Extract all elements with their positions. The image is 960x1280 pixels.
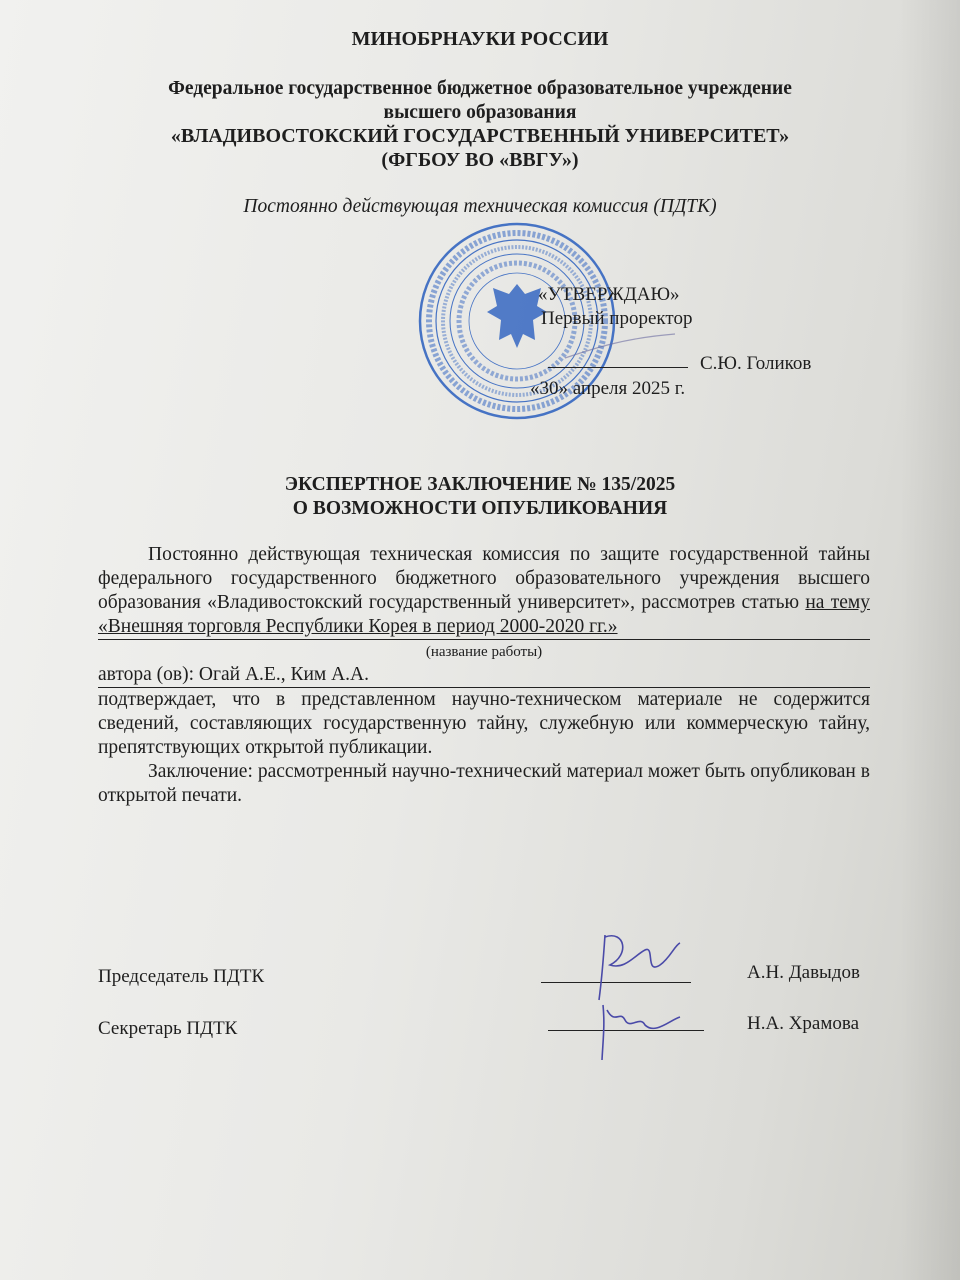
work-title: на тему «Внешняя торговля Республики Корея в период 2000-2020 гг.» — [98, 592, 871, 637]
institution-line1: Федеральное государственное бюджетное образовательное учреждение — [168, 78, 792, 99]
document-subtitle: О ВОЗМОЖНОСТИ ОПУБЛИКОВАНИЯ — [292, 498, 668, 519]
secretary-role: Секретарь ПДТК — [98, 1018, 238, 1039]
approval-date: «30» апреля 2025 г. — [530, 378, 686, 399]
approver-position: Первый проректор — [541, 308, 693, 329]
approver-signature-line — [548, 367, 688, 368]
document-body — [98, 543, 870, 808]
approve-label: «УТВЕРЖДАЮ» — [538, 284, 680, 305]
approver-signature — [555, 330, 685, 360]
paragraph-intro — [98, 543, 870, 640]
handwritten-signatures — [585, 925, 695, 1065]
chairman-name: А.Н. Давыдов — [747, 962, 860, 983]
institution-line2: высшего образования — [383, 102, 577, 123]
work-title-caption: (название работы) — [425, 644, 543, 660]
paragraph-conclusion: Заключение: рассмотренный научно-технический материал может быть опубликован в открытой печати. — [98, 761, 870, 806]
university-name: «ВЛАДИВОСТОКСКИЙ ГОСУДАРСТВЕННЫЙ УНИВЕРСИТЕТ» — [170, 125, 790, 147]
page-shadow — [900, 0, 960, 1280]
chairman-role: Председатель ПДТК — [98, 966, 265, 987]
ministry: МИНОБРНАУКИ РОССИИ — [351, 28, 609, 50]
paragraph-confirmation: подтверждает, что в представленном научно-техническом материале не содержится сведений, составляющих государственную тайну, служебную или коммерческую тайну, препятствующих открытой публикации. — [98, 689, 870, 758]
intro-text: Постоянно действующая техническая комиссия по защите государственной тайны федерального государственного бюджетного образовательного учреждения высшего образования «Владивостокский государственный университет», рассмотрев статью — [98, 544, 870, 613]
document-title: ЭКСПЕРТНОЕ ЗАКЛЮЧЕНИЕ № 135/2025 — [284, 474, 676, 495]
university-abbr: (ФГБОУ ВО «ВВГУ») — [381, 149, 579, 171]
secretary-name: Н.А. Храмова — [747, 1013, 860, 1034]
authors: автора (ов): Огай А.Е., Ким А.А. — [98, 663, 870, 688]
commission: Постоянно действующая техническая комиссия (ПДТК) — [243, 196, 717, 217]
approver-name: С.Ю. Голиков — [700, 353, 812, 374]
